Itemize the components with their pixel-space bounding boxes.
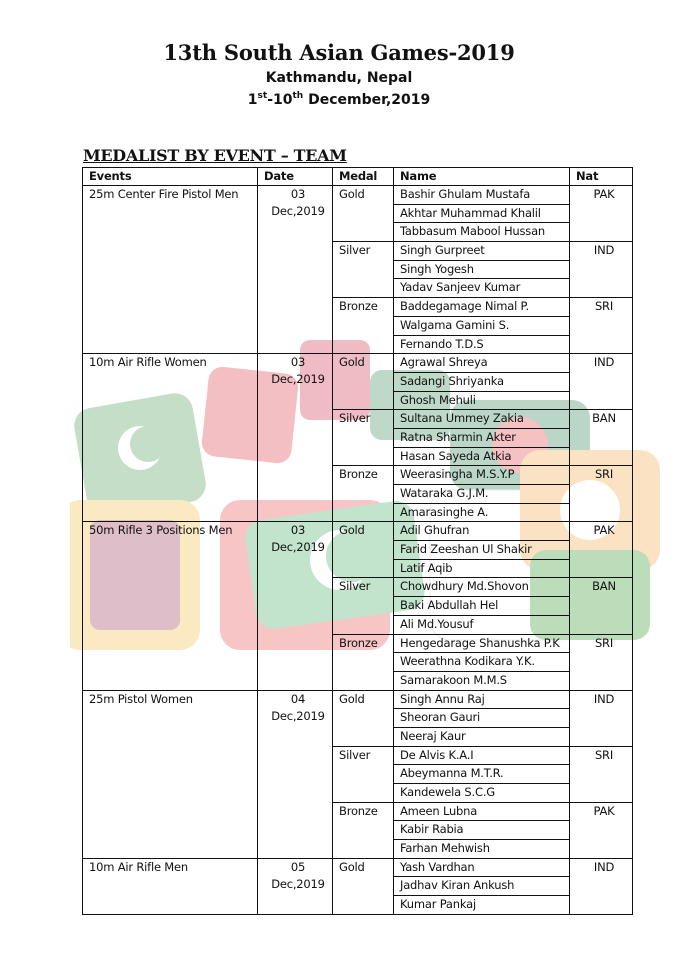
table-row (83, 186, 633, 205)
athlete-name-cell: Singh Annu Raj (394, 690, 570, 709)
nation-cell: SRI (570, 634, 633, 690)
medalist-table (82, 167, 633, 915)
date-day: 05 (290, 859, 306, 874)
event-cell: 25m Center Fire Pistol Men (83, 186, 258, 354)
section-title: MEDALIST BY EVENT – TEAM (83, 146, 347, 165)
medal-cell: Gold (333, 522, 394, 578)
athlete-name-cell: Amarasinghe A. (394, 503, 570, 522)
date-month-year: Dec,2019 (271, 372, 325, 387)
athlete-name-cell: Singh Gurpreet (394, 242, 570, 261)
athlete-name-cell: Yadav Sanjeev Kumar (394, 279, 570, 298)
date-cell (258, 354, 333, 522)
document-location: Kathmandu, Nepal (265, 70, 413, 86)
event-cell: 10m Air Rifle Women (83, 354, 258, 522)
header-events: Events (83, 168, 258, 186)
nation-cell: SRI (570, 466, 633, 522)
athlete-name-cell: Farhan Mehwish (394, 840, 570, 859)
document-header (0, 40, 678, 110)
date-month-year: December,2019 (303, 92, 431, 108)
medal-cell: Bronze (333, 802, 394, 858)
athlete-name-cell: Farid Zeeshan Ul Shakir (394, 541, 570, 560)
athlete-name-cell: Ghosh Mehuli (394, 391, 570, 410)
header-medal: Medal (333, 168, 394, 186)
header-date: Date (258, 168, 333, 186)
event-cell: 10m Air Rifle Men (83, 858, 258, 914)
date-cell (258, 522, 333, 690)
medal-cell: Bronze (333, 298, 394, 354)
medal-cell: Bronze (333, 466, 394, 522)
athlete-name-cell: Latif Aqib (394, 559, 570, 578)
header-name: Name (394, 168, 570, 186)
medal-cell: Silver (333, 242, 394, 298)
table-row (83, 690, 633, 709)
athlete-name-cell: Kandewela S.C.G (394, 784, 570, 803)
date-start-number: 1 (247, 92, 258, 108)
athlete-name-cell: Kabir Rabia (394, 821, 570, 840)
medal-cell: Silver (333, 746, 394, 802)
medal-cell: Silver (333, 410, 394, 466)
date-month-year: Dec,2019 (271, 540, 325, 555)
date-month-year: Dec,2019 (271, 204, 325, 218)
date-day: 03 (290, 523, 306, 538)
table-row (83, 522, 633, 541)
athlete-name-cell: Hengedarage Shanushka P.K (394, 634, 570, 653)
nation-cell: IND (570, 242, 633, 298)
athlete-name-cell: Agrawal Shreya (394, 354, 570, 373)
athlete-name-cell: Akhtar Muhammad Khalil (394, 204, 570, 223)
date-cell (258, 690, 333, 858)
nation-cell: PAK (570, 186, 633, 242)
athlete-name-cell: Bashir Ghulam Mustafa (394, 186, 570, 205)
athlete-name-cell: Baddegamage Nimal P. (394, 298, 570, 317)
date-day: 03 (290, 355, 306, 370)
table-header-row (83, 168, 633, 186)
date-month-year: Dec,2019 (271, 708, 325, 723)
medal-cell: Gold (333, 186, 394, 242)
medal-cell: Gold (333, 858, 394, 914)
document-date-range (0, 90, 678, 110)
date-day: 04 (290, 691, 306, 706)
athlete-name-cell: Baki Abdullah Hel (394, 597, 570, 616)
athlete-name-cell: Singh Yogesh (394, 260, 570, 279)
athlete-name-cell: Kumar Pankaj (394, 896, 570, 915)
medal-cell: Gold (333, 690, 394, 746)
header-nat: Nat (570, 168, 633, 186)
athlete-name-cell: Wataraka G.J.M. (394, 485, 570, 504)
medal-cell: Gold (333, 354, 394, 410)
athlete-name-cell: Sadangi Shriyanka (394, 372, 570, 391)
athlete-name-cell: Ali Md.Yousuf (394, 615, 570, 634)
athlete-name-cell: Sultana Ummey Zakia (394, 410, 570, 429)
athlete-name-cell: Abeymanna M.T.R. (394, 765, 570, 784)
athlete-name-cell: Yash Vardhan (394, 858, 570, 877)
event-cell: 25m Pistol Women (83, 690, 258, 858)
date-start-suffix: st (257, 91, 268, 101)
athlete-name-cell: Fernando T.D.S (394, 335, 570, 354)
nation-cell: BAN (570, 410, 633, 466)
athlete-name-cell: Weerathna Kodikara Y.K. (394, 653, 570, 672)
athlete-name-cell: Tabbasum Mabool Hussan (394, 223, 570, 242)
event-cell: 50m Rifle 3 Positions Men (83, 522, 258, 690)
athlete-name-cell: Ratna Sharmin Akter (394, 428, 570, 447)
athlete-name-cell: Ameen Lubna (394, 802, 570, 821)
athlete-name-cell: Hasan Sayeda Atkia (394, 447, 570, 466)
athlete-name-cell: Weerasingha M.S.Y.P (394, 466, 570, 485)
athlete-name-cell: Neeraj Kaur (394, 727, 570, 746)
athlete-name-cell: Chowdhury Md.Shovon (394, 578, 570, 597)
nation-cell: PAK (570, 522, 633, 578)
athlete-name-cell: Adil Ghufran (394, 522, 570, 541)
nation-cell: BAN (570, 578, 633, 634)
nation-cell: PAK (570, 802, 633, 858)
date-end-suffix: th (292, 91, 304, 101)
nation-cell: IND (570, 858, 633, 914)
date-day: 03 (290, 187, 306, 201)
athlete-name-cell: Samarakoon M.M.S (394, 671, 570, 690)
athlete-name-cell: De Alvis K.A.I (394, 746, 570, 765)
date-cell (258, 858, 333, 914)
nation-cell: SRI (570, 298, 633, 354)
medal-cell: Bronze (333, 634, 394, 690)
table-row (83, 858, 633, 877)
nation-cell: IND (570, 690, 633, 746)
nation-cell: IND (570, 354, 633, 410)
date-separator: -10 (267, 92, 293, 108)
date-month-year: Dec,2019 (271, 876, 325, 891)
nation-cell: SRI (570, 746, 633, 802)
athlete-name-cell: Sheoran Gauri (394, 709, 570, 728)
date-cell (258, 186, 333, 354)
document-title: 13th South Asian Games-2019 (163, 40, 515, 65)
athlete-name-cell: Walgama Gamini S. (394, 316, 570, 335)
table-row (83, 354, 633, 373)
medal-cell: Silver (333, 578, 394, 634)
athlete-name-cell: Jadhav Kiran Ankush (394, 877, 570, 896)
